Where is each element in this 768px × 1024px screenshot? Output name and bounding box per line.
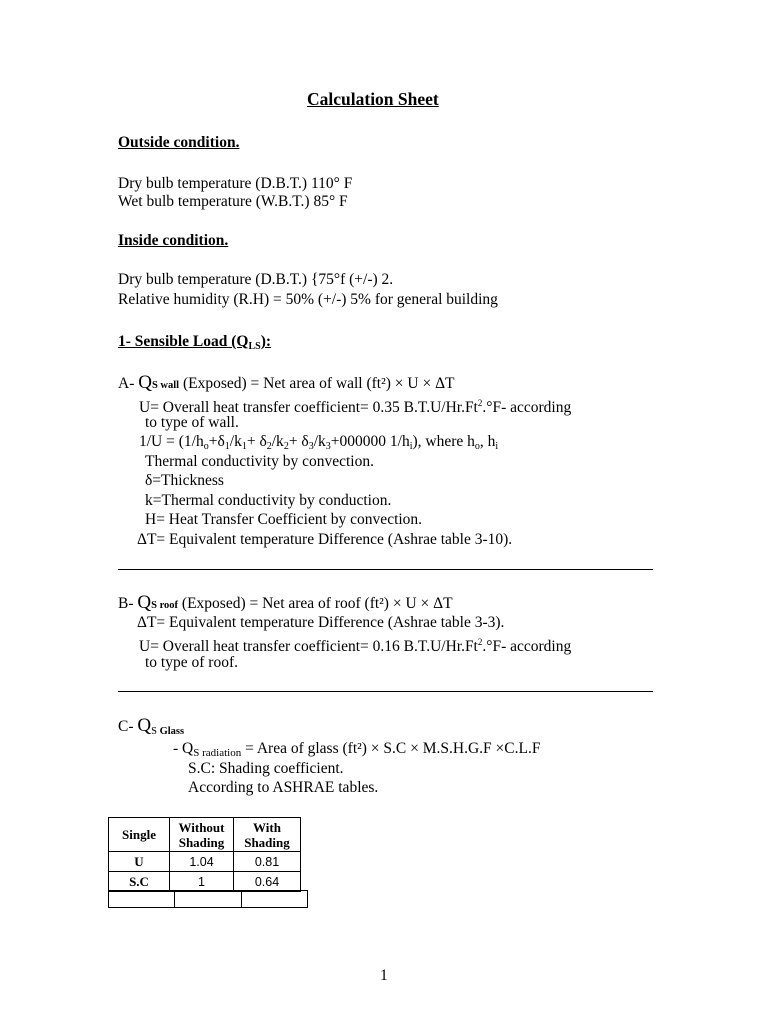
header-with-shading — [234, 818, 301, 852]
row-label: U — [109, 852, 170, 872]
inside-condition-heading: Inside condition. — [118, 232, 229, 249]
wall-u-text: U= Overall heat transfer coefficient= 0.35 B.T.U/Hr.Ft — [139, 399, 478, 416]
inside-rh: Relative humidity (R.H) = 50% (+/-) 5% for general building — [118, 291, 498, 308]
inv-sub: 1 — [241, 441, 247, 452]
inv-sub: o — [203, 441, 209, 452]
divider — [118, 691, 653, 692]
inside-dbt: Dry bulb temperature (D.B.T.) {75°f (+/-) 2. — [118, 271, 394, 288]
header-line: Shading — [244, 834, 290, 850]
shading-coefficient-def: S.C: Shading coefficient. — [188, 760, 344, 777]
cell-without: 1.04 — [170, 852, 234, 872]
page-title: Calculation Sheet — [307, 89, 439, 109]
sensible-load-sub: LS — [248, 341, 261, 352]
wall-formula: (Exposed) = Net area of wall (ft²) × U × ΔT — [179, 375, 455, 392]
divider — [118, 569, 653, 570]
empty-table-row — [108, 890, 308, 908]
inv-part: /k — [271, 433, 284, 450]
inv-part: /k — [229, 433, 242, 450]
wall-u-line-2: to type of wall. — [145, 414, 239, 431]
inv-sub: 3 — [308, 441, 314, 452]
h-def: H= Heat Transfer Coefficient by convection. — [145, 511, 423, 528]
glass-table — [108, 817, 301, 892]
roof-formula: (Exposed) = Net area of roof (ft²) × U × ΔT — [178, 595, 453, 612]
inv-part: 1/U = (1/h — [139, 433, 204, 450]
header-line: Shading — [178, 834, 225, 850]
outside-condition-heading: Outside condition. — [118, 134, 240, 151]
roof-q: Q — [137, 592, 152, 613]
empty-cell — [242, 891, 307, 907]
inv-part: /k — [313, 433, 326, 450]
thickness-def: δ=Thickness — [145, 472, 224, 489]
thermal-convection-def: Thermal conductivity by convection. — [145, 453, 374, 470]
inv-part: + δ — [246, 433, 267, 450]
radiation-prefix: - Q — [173, 740, 194, 757]
roof-u-line-2: to type of roof. — [145, 654, 238, 671]
roof-dt-def: ΔT= Equivalent temperature Difference (Ashrae table 3-3). — [137, 614, 505, 631]
roof-q-sub: S roof — [151, 600, 179, 611]
wall-u-sup: 2 — [477, 398, 483, 408]
inv-sub: 2 — [266, 441, 272, 452]
roof-u-text-end: .°F- according — [482, 638, 572, 655]
table-row — [109, 852, 301, 872]
glass-prefix: C- — [118, 718, 138, 735]
ashrae-tables-note: According to ASHRAE tables. — [188, 779, 379, 796]
inv-sub: 1 — [224, 441, 230, 452]
glass-q-sub-bold: Glass — [156, 726, 185, 737]
roof-u-text: U= Overall heat transfer coefficient= 0.16 B.T.U/Hr.Ft — [139, 638, 478, 655]
empty-cell — [175, 891, 241, 907]
radiation-formula: = Area of glass (ft²) × S.C × M.S.H.G.F ×C.L.F — [241, 740, 541, 757]
inv-part: +δ — [208, 433, 225, 450]
inv-sub: i — [495, 441, 499, 452]
page-number: 1 — [380, 967, 388, 984]
wall-prefix: A- — [118, 375, 139, 392]
sensible-load-prefix: 1- Sensible Load (Q — [118, 333, 249, 350]
glass-q: Q — [137, 715, 152, 736]
cell-without: 1 — [170, 872, 234, 892]
sensible-load-heading — [118, 332, 271, 356]
wall-formula-line — [118, 373, 455, 395]
outside-wbt: Wet bulb temperature (W.B.T.) 85° F — [118, 193, 348, 210]
header-line: Without — [178, 819, 225, 835]
roof-prefix: B- — [118, 595, 138, 612]
radiation-sub: S radiation — [193, 747, 242, 759]
row-label: S.C — [109, 872, 170, 892]
inv-sub: 3 — [325, 441, 331, 452]
header-line: With — [253, 819, 281, 835]
glass-q-sub: S — [151, 726, 157, 737]
header-single: Single — [109, 818, 170, 852]
cell-with: 0.81 — [234, 852, 301, 872]
wall-q: Q — [138, 372, 152, 393]
k-def: k=Thermal conductivity by conduction. — [145, 492, 392, 509]
empty-cell — [109, 891, 175, 907]
inv-part: + δ — [288, 433, 309, 450]
glass-heading — [118, 716, 184, 741]
inv-sub: 2 — [283, 441, 289, 452]
wall-q-sub: S wall — [151, 380, 180, 391]
header-without-shading — [170, 818, 234, 852]
inv-part: ), where h — [412, 433, 475, 450]
inv-part: , h — [479, 433, 496, 450]
roof-formula-line — [118, 593, 453, 615]
wall-u-text-end: .°F- according — [482, 399, 572, 416]
wall-dt-def: ΔT= Equivalent temperature Difference (Ashrae table 3-10). — [137, 531, 513, 548]
roof-u-sup: 2 — [477, 637, 483, 647]
table-header-row — [109, 818, 301, 852]
cell-with: 0.64 — [234, 872, 301, 892]
inv-sub: i — [409, 441, 413, 452]
outside-dbt: Dry bulb temperature (D.B.T.) 110° F — [118, 175, 353, 192]
table-row — [109, 872, 301, 892]
inv-sub: o — [474, 441, 480, 452]
sensible-load-suffix: ): — [260, 333, 272, 350]
inv-part: +000000 1/h — [330, 433, 410, 450]
